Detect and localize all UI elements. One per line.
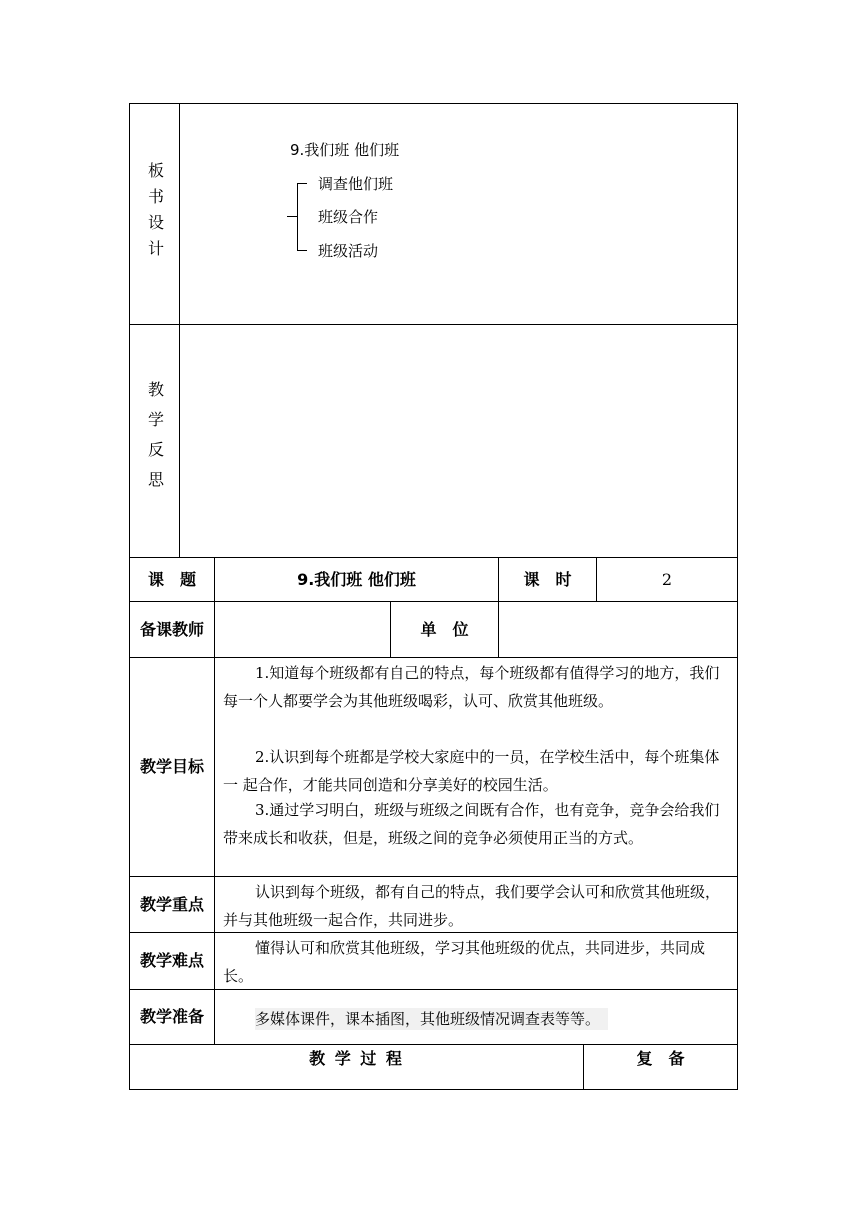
goals-paragraph-2: 2.认识到每个班都是学校大家庭中的一员，在学校生活中，每个班集体一 起合作，才能共同创造和分享美好的校园生活。 bbox=[223, 748, 720, 794]
board-design-label-cell bbox=[130, 104, 179, 324]
difficulties-text: 懂得认可和欣赏其他班级，学习其他班级的优点，共同进步，共同成长。 bbox=[223, 939, 706, 985]
hours-label: 课 时 bbox=[523, 569, 572, 589]
goals-label: 教学目标 bbox=[140, 757, 205, 776]
unit-value bbox=[499, 602, 737, 657]
board-design-label: 板书设计 bbox=[145, 162, 165, 266]
board-item-cooperation: 班级合作 bbox=[318, 208, 379, 226]
process-label: 教 学 过 程 bbox=[309, 1049, 404, 1068]
goals-paragraph-3: 3.通过学习明白，班级与班级之间既有合作，也有竞争，竞争会给我们带来成长和收获，但是，班级之间的竞争必须使用正当的方式。 bbox=[223, 801, 720, 847]
teacher-label: 备课教师 bbox=[139, 619, 204, 639]
hours-value: 2 bbox=[661, 569, 673, 589]
board-item-activity: 班级活动 bbox=[318, 242, 379, 260]
reflection-label-cell bbox=[130, 325, 179, 557]
board-item-survey: 调查他们班 bbox=[318, 175, 394, 193]
key-points-text: 认识到每个班级，都有自己的特点，我们要学会认可和欣赏其他班级，并与其他班级一起合作，共同进步。 bbox=[223, 883, 721, 929]
difficulties-label: 教学难点 bbox=[140, 951, 205, 970]
board-title: 9.我们班 他们班 bbox=[290, 141, 400, 159]
unit-label: 单 位 bbox=[420, 619, 469, 639]
topic-label: 课 题 bbox=[147, 569, 196, 589]
teacher-value bbox=[215, 602, 390, 657]
topic-value: 9.我们班 他们班 bbox=[297, 569, 416, 589]
preparation-text: 多媒体课件，课本插图，其他班级情况调查表等等。 bbox=[255, 1008, 608, 1030]
review-label: 复 备 bbox=[636, 1049, 685, 1068]
goals-paragraph-1: 1.知道每个班级都有自己的特点，每个班级都有值得学习的地方，我们每一个人都要学会为其他班级喝彩，认可、欣赏其他班级。 bbox=[223, 664, 720, 710]
preparation-label: 教学准备 bbox=[140, 1007, 205, 1026]
key-points-label: 教学重点 bbox=[140, 894, 205, 914]
reflection-label: 教学反思 bbox=[145, 381, 165, 501]
preparation-cell bbox=[223, 1005, 733, 1033]
